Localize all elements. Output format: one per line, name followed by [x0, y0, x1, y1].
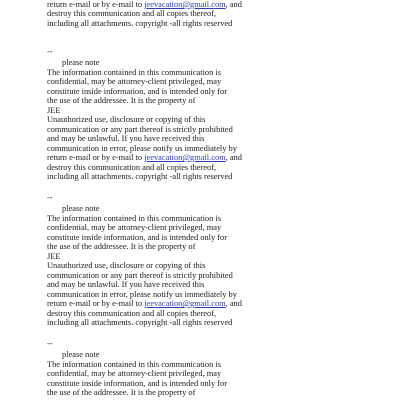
body-line: destroy this communication and all copies thereof, [47, 162, 217, 172]
body-line: communication in error, please notify us immediately by [47, 289, 237, 299]
body-line: constitute inside information, and is intended only for [47, 232, 228, 242]
body-line: the use of the addressee. It is the property of [47, 388, 196, 397]
body-line: communication or any part thereof is strictly prohibited [47, 124, 233, 134]
body-line: The information contained in this communication is [47, 213, 221, 223]
email-link[interactable]: jeevacation@gmail.com [144, 0, 226, 9]
email-link[interactable]: jeevacation@gmail.com [144, 153, 226, 162]
body-line: the use of the addressee. It is the property of [47, 242, 196, 251]
email-line-text: return e-mail or by e-mail to [47, 299, 145, 308]
email-line [47, 0, 242, 9]
notice-heading: please note [62, 350, 100, 359]
body-line: JEE [47, 251, 61, 261]
body-line: and may be unlawful. If you have received this [47, 134, 205, 143]
separator: -- [47, 193, 53, 202]
body-line: JEE [47, 105, 61, 115]
body-line: including all attachments. copyright -all rights reserved [47, 18, 233, 28]
email-line [47, 153, 242, 162]
body-line: destroy this communication and all copies thereof, [47, 9, 217, 18]
body-line: destroy this communication and all copies thereof, [47, 308, 217, 318]
body-line: and may be unlawful. If you have received this [47, 280, 205, 289]
body-line: Unauthorized use, disclosure or copying of this [47, 115, 206, 124]
body-line: including all attachments. copyright -all rights reserved [47, 172, 233, 181]
email-line-text: return e-mail or by e-mail to [47, 0, 145, 9]
separator: -- [47, 47, 53, 56]
body-line: The information contained in this communication is [47, 359, 221, 369]
body-line: constitute inside information, and is intended only for [47, 378, 228, 388]
email-line-suffix: , and [225, 0, 242, 9]
notice-heading: please note [62, 58, 100, 67]
email-line-suffix: , and [225, 153, 242, 162]
body-line: confidential, may be attorney-client privileged, may [47, 77, 222, 86]
body-line: confidential, may be attorney-client privileged, may [47, 223, 222, 232]
body-line: including all attachments. copyright -all rights reserved [47, 318, 233, 327]
body-line: constitute inside information, and is intended only for [47, 86, 228, 96]
body-line: the use of the addressee. It is the property of [47, 96, 196, 105]
body-line: communication or any part thereof is strictly prohibited [47, 270, 233, 280]
separator: -- [47, 339, 53, 348]
body-line: Unauthorized use, disclosure or copying of this [47, 261, 206, 270]
email-line [47, 299, 242, 308]
email-line-suffix: , and [225, 299, 242, 308]
body-line: confidential, may be attorney-client privileged, may [47, 369, 222, 378]
email-link[interactable]: jeevacation@gmail.com [144, 299, 226, 308]
notice-heading: please note [62, 204, 100, 213]
email-line-text: return e-mail or by e-mail to [47, 153, 145, 162]
body-line: The information contained in this communication is [47, 67, 221, 77]
body-line: communication in error, please notify us immediately by [47, 143, 237, 153]
